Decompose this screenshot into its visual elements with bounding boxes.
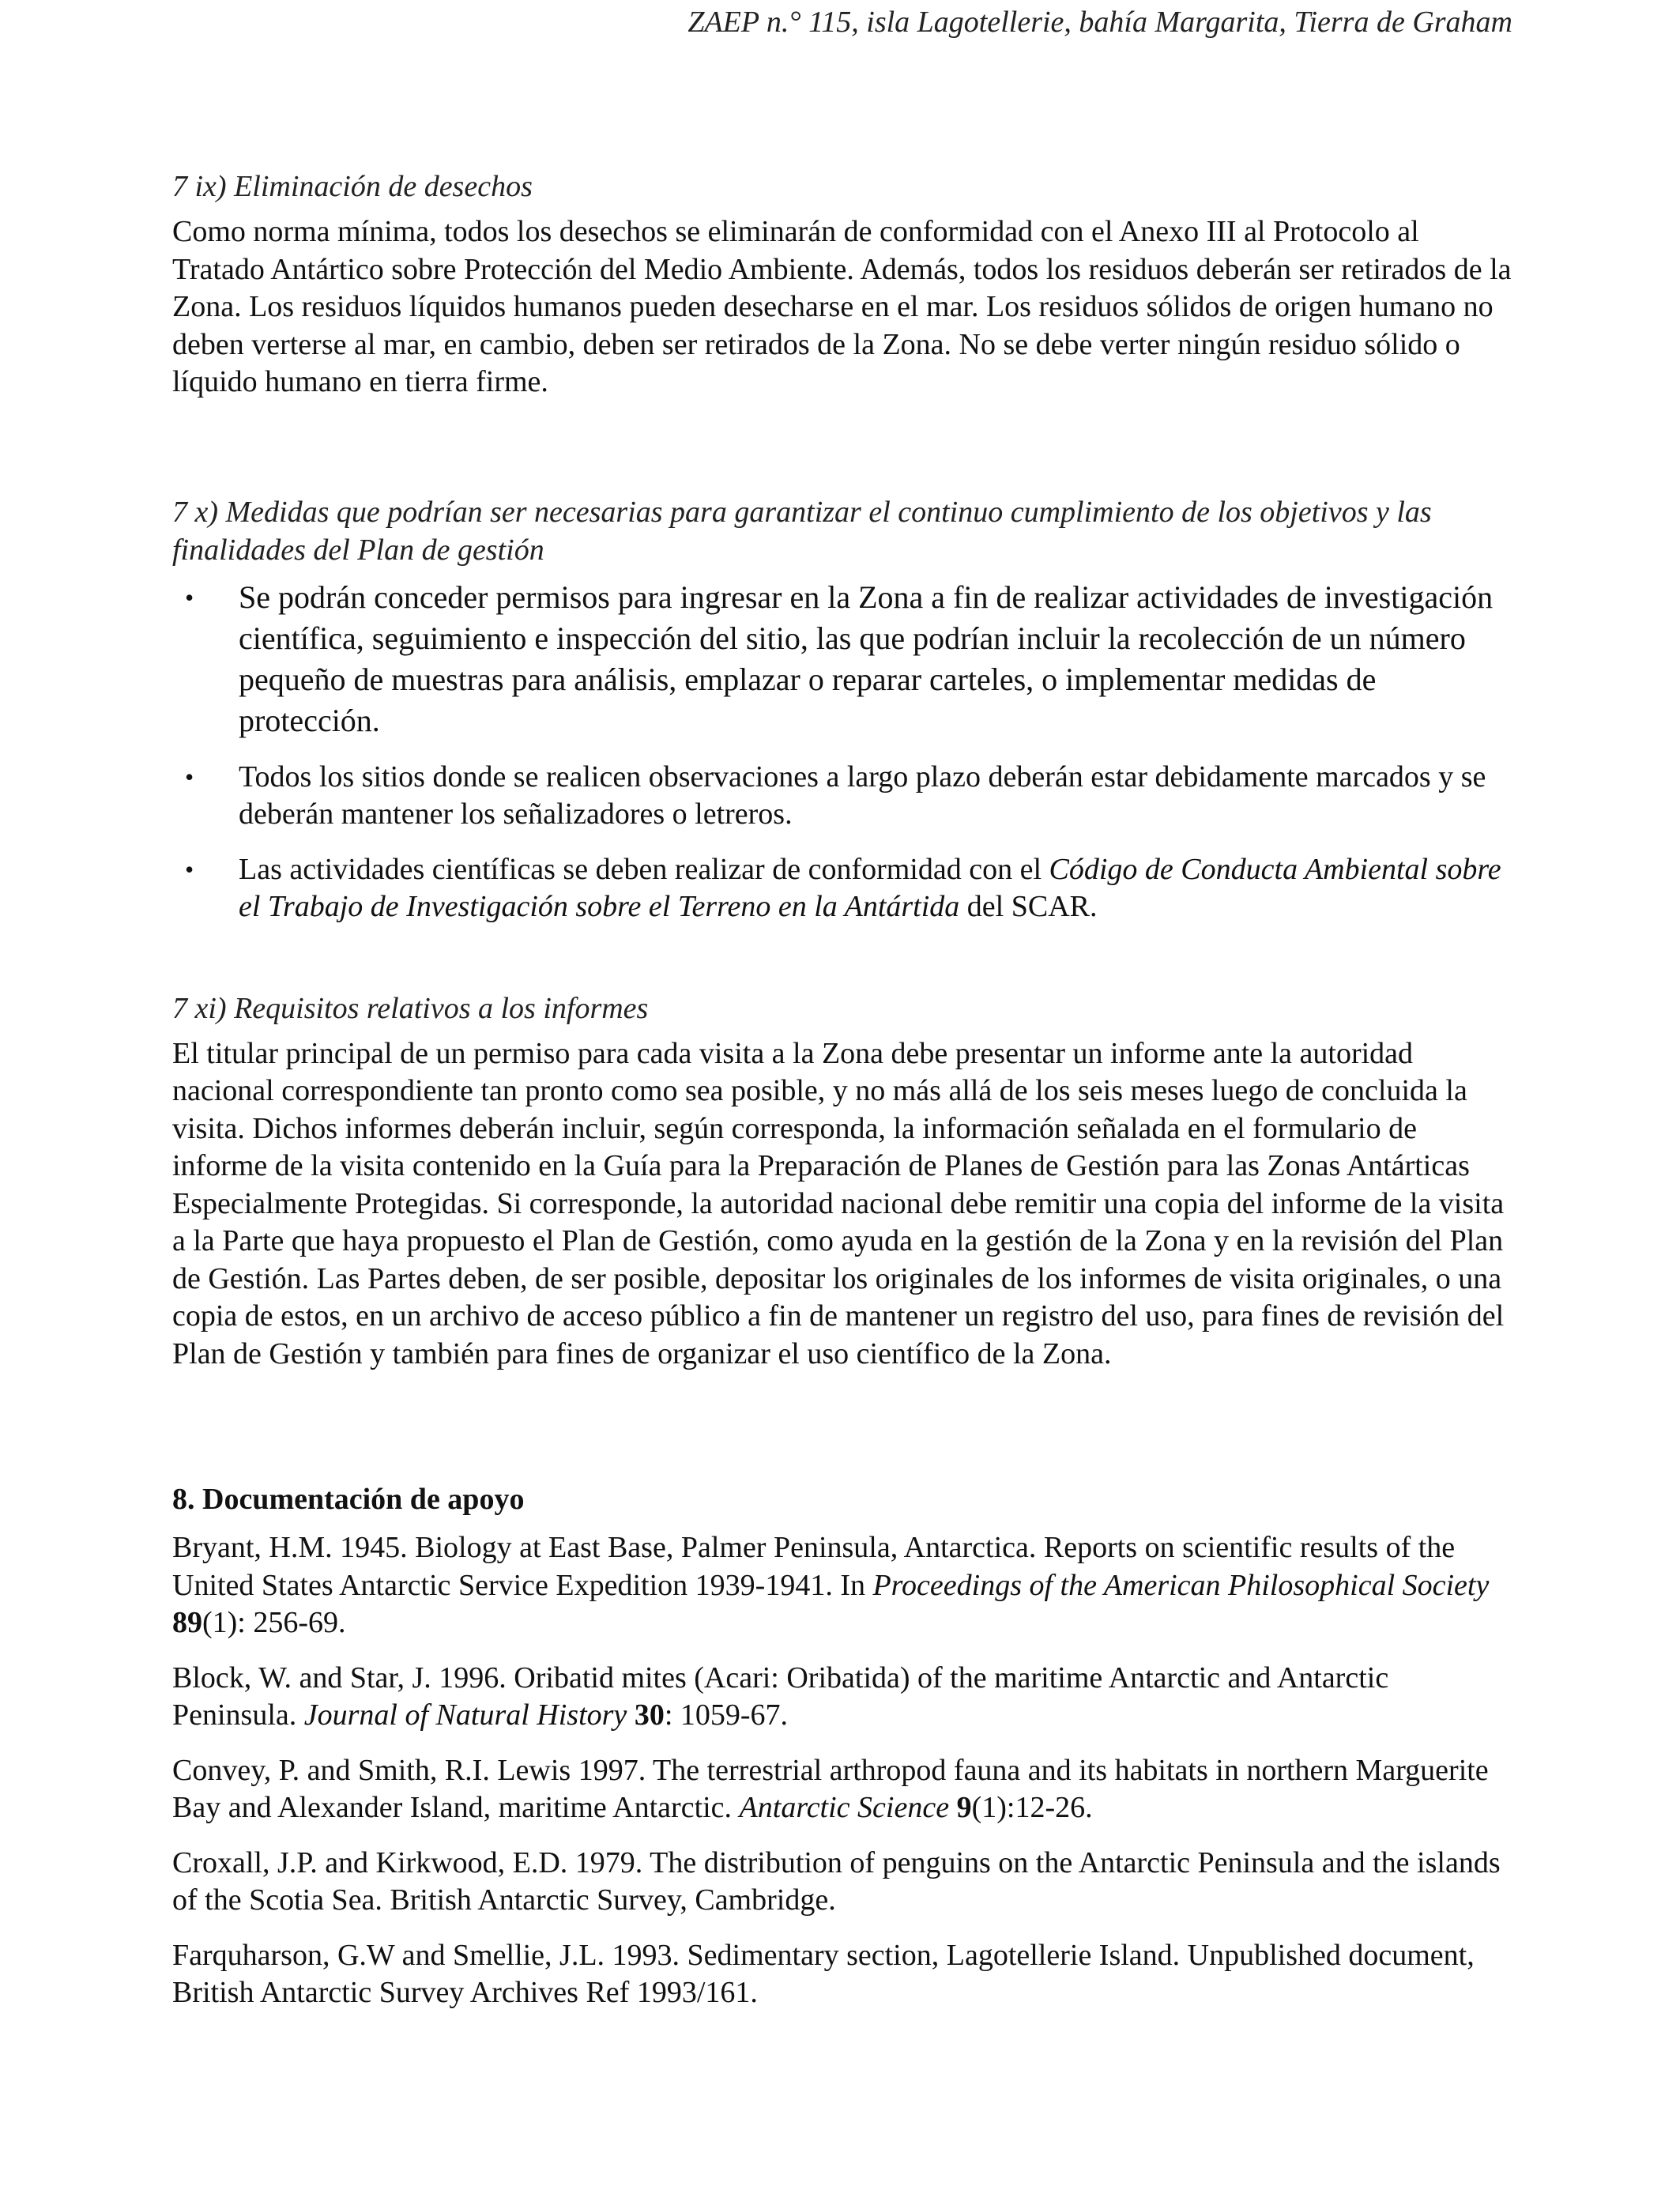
bullet-text-italic: Código de Conducta Ambiental sobre el Trabajo de Investigación sobre el Terreno en la Antártida	[239, 852, 1501, 923]
reference-item: Convey, P. and Smith, R.I. Lewis 1997. The terrestrial arthropod fauna and its habitats in northern Marguerite Bay and Alexander Island, maritime Antarctic. Antarctic Science 9(1):12-26.	[172, 1753, 1489, 1824]
bullet-icon: •	[185, 762, 194, 791]
references-list	[172, 1529, 1516, 2012]
bullet-icon: •	[185, 854, 194, 884]
bullet-text: Todos los sitios donde se realicen observaciones a largo plazo deberán estar debidamente marcados y se deberán mantener los señalizadores o letreros.	[239, 760, 1486, 831]
section-8-title: 8. Documentación de apoyo	[172, 1483, 525, 1516]
reference-item: Croxall, J.P. and Kirkwood, E.D. 1979. The distribution of penguins on the Antarctic Peninsula and the islands of the Scotia Sea. British Antarctic Survey, Cambridge.	[172, 1845, 1501, 1917]
document-body	[172, 168, 1516, 2030]
section-7xi-title: 7 xi) Requisitos relativos a los informes	[172, 991, 649, 1025]
section-7ix-body: Como norma mínima, todos los desechos se eliminarán de conformidad con el Anexo III al Protocolo al Tratado Antártico sobre Protección del Medio Ambiente. Además, todos los residuos deberán ser retirados de la Zona. Los residuos líquidos humanos pueden desecharse en el mar. Los residuos sólidos de origen humano no deben verterse al mar, en cambio, deben ser retirados de la Zona. No se debe verter ningún residuo sólido o líquido humano en tierra firme.	[172, 215, 1512, 398]
page-header: ZAEP n.° 115, isla Lagotellerie, bahía Margarita, Tierra de Graham	[687, 6, 1512, 39]
bullet-text-post: del SCAR.	[959, 890, 1098, 923]
list-item	[131, 577, 1516, 741]
section-7x-title: 7 x) Medidas que podrían ser necesarias para garantizar el continuo cumplimiento de los objetivos y las finalidades del Plan de gestión	[172, 495, 1432, 567]
bullet-icon: •	[185, 582, 194, 612]
list-item	[131, 759, 1516, 834]
section-7ix-title: 7 ix) Eliminación de desechos	[172, 170, 533, 203]
section-7x-list	[172, 577, 1516, 926]
reference-item: Block, W. and Star, J. 1996. Oribatid mites (Acari: Oribatida) of the maritime Antarctic and Antarctic Peninsula. Journal of Natural History 30: 1059-67.	[172, 1661, 1389, 1732]
reference-item: Bryant, H.M. 1945. Biology at East Base, Palmer Peninsula, Antarctica. Reports on scientific results of the United States Antarctic Service Expedition 1939-1941. In Proceedings of the American Philosophical Society 89(1): 256-69.	[172, 1531, 1490, 1639]
list-item	[131, 851, 1516, 926]
bullet-text: Se podrán conceder permisos para ingresar en la Zona a fin de realizar actividades de investigación científica, seguimiento e inspección del sitio, las que podrían incluir la recolección de un número pequeño de muestras para análisis, emplazar o reparar carteles, o implementar medidas de protección.	[239, 579, 1494, 738]
reference-item: Farquharson, G.W and Smellie, J.L. 1993. Sedimentary section, Lagotellerie Island. Unpublished document, British Antarctic Survey Archives Ref 1993/161.	[172, 1938, 1475, 2009]
bullet-text-pre: Las actividades científicas se deben realizar de conformidad con el	[239, 852, 1049, 886]
section-7xi-body: El titular principal de un permiso para cada visita a la Zona debe presentar un informe ante la autoridad nacional correspondiente tan pronto como sea posible, y no más allá de los seis meses luego de concluida la visita. Dichos informes deberán incluir, según corresponda, la información señalada en el formulario de informe de la visita contenido en la Guía para la Preparación de Planes de Gestión para las Zonas Antárticas Especialmente Protegidas. Si corresponde, la autoridad nacional debe remitir una copia del informe de la visita a la Parte que haya propuesto el Plan de Gestión, como ayuda en la gestión de la Zona y en la revisión del Plan de Gestión. Las Partes deben, de ser posible, depositar los originales de los informes de visita originales, o una copia de estos, en un archivo de acceso público a fin de mantener un registro del uso, para fines de revisión del Plan de Gestión y también para fines de organizar el uso científico de la Zona.	[172, 1036, 1505, 1370]
